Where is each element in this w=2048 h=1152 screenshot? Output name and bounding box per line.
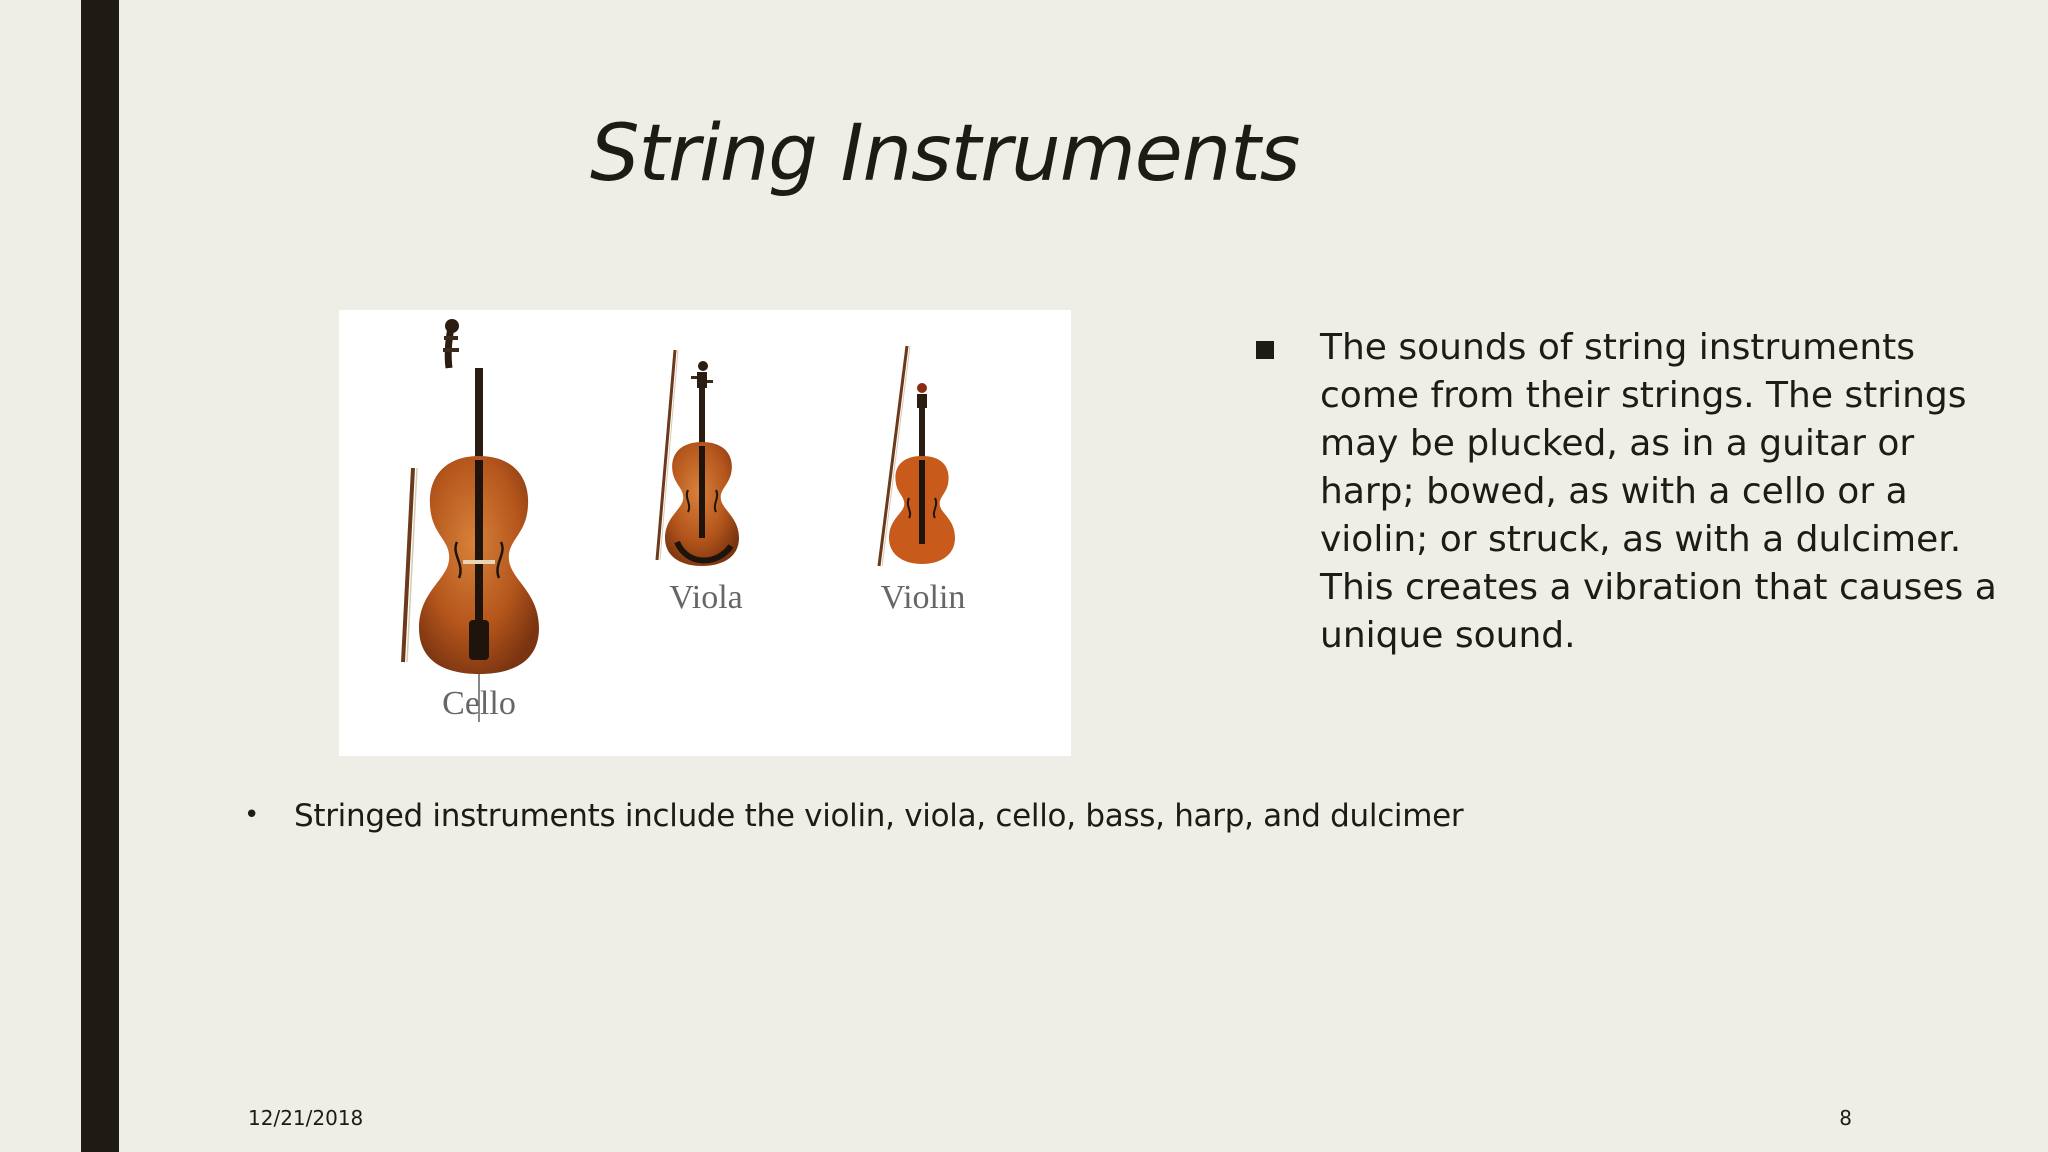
footer-date: 12/21/2018 — [248, 1106, 364, 1130]
note-text: Stringed instruments include the violin, viola, cello, bass, harp, and dulcimer — [294, 798, 1464, 834]
string-instruments-photo — [339, 310, 1071, 756]
page-number: 8 — [1839, 1106, 1852, 1130]
cello-label: Cello — [442, 685, 516, 722]
viola-illustration — [657, 350, 739, 566]
left-accent-bar — [81, 0, 119, 1152]
square-bullet-icon — [1256, 341, 1274, 359]
viola-label: Viola — [669, 579, 743, 616]
violin-label: Violin — [880, 579, 966, 616]
slide-title: String Instruments — [590, 109, 1300, 199]
description-text: The sounds of string instruments come from their strings. The strings may be plucked, as in a guitar or harp; bowed, as with a cello or a violin; or struck, as with a dulcimer. This creates a vibration that causes a unique sound. — [1320, 327, 1997, 656]
dot-bullet-icon: • — [244, 800, 260, 830]
cello-illustration — [403, 319, 539, 722]
violin-illustration — [879, 346, 955, 566]
